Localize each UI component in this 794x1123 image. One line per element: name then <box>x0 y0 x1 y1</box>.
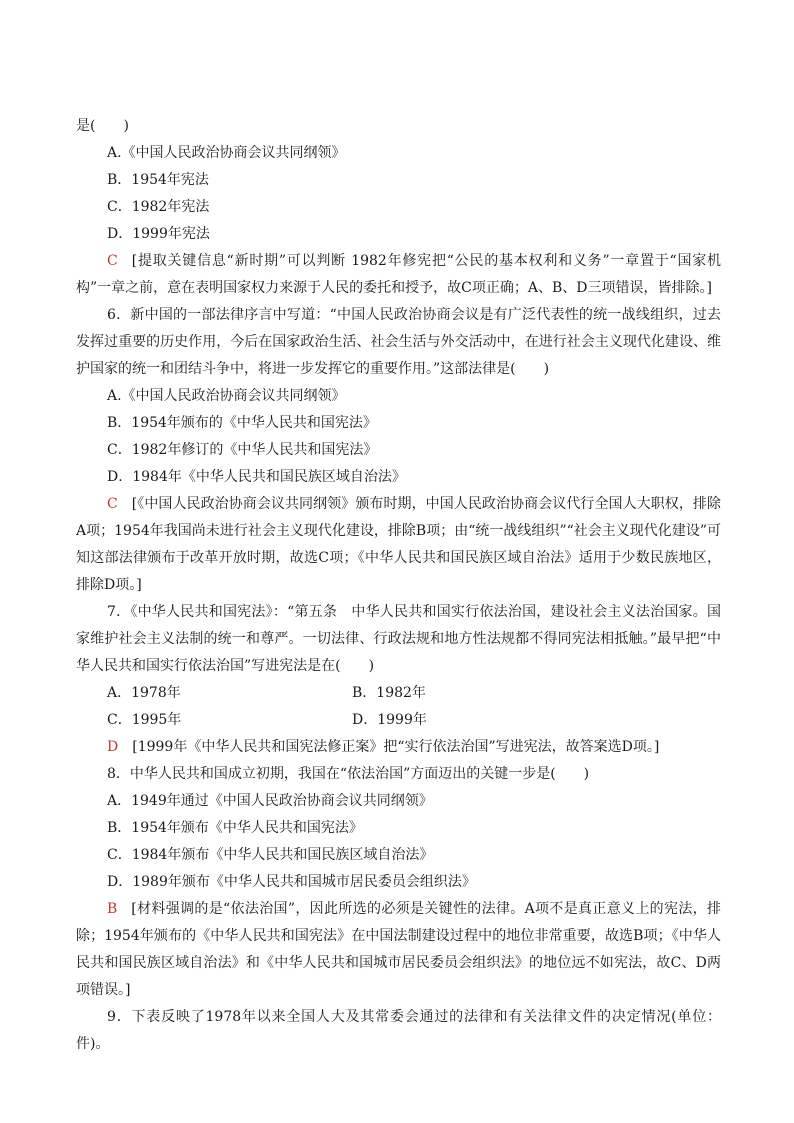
q7-stem: 7．《中华人民共和国宪法》：“第五条 中华人民共和国实行依法治国，建设社会主义法治国家。国家维护社会主义法制的统一和尊严。一切法律、行政法规和地方性法规都不得同宪法相抵触。”最早把“中华人民共和国实行依法治国”写进宪法是在( ) <box>76 604 721 674</box>
q8-option-c: C．1984年颁布《中华人民共和国民族区域自治法》 <box>107 847 434 863</box>
q5-stem-tail: 是( ) <box>76 118 129 134</box>
q8-explanation-text: [材料强调的是“依法治国”，因此所选的必须是关键性的法律。A项不是真正意义上的宪法，排除；1954年颁布的《中华人民共和国宪法》在中国法制建设过程中的地位非常重要，故选B项；《中华人民共和国民族区域自治法》和《中华人民共和国城市居民委员会组织法》的地位远不如宪法，故C、D两项错误。] <box>76 901 721 998</box>
q6-option-c: C．1982年修订的《中华人民共和国宪法》 <box>107 442 378 458</box>
q5-option-a: A.《中国人民政治协商会议共同纲领》 <box>107 145 346 161</box>
q7-option-a: A．1978年 <box>107 685 181 701</box>
q6-explanation-text: [《中国人民政治协商会议共同纲领》颁布时期，中国人民政治协商会议代行全国人大职权，排除A项；1954年我国尚未进行社会主义现代化建设，排除B项；由“统一战线组织”“社会主义现代化建设”可知这部法律颁布于改革开放时期，故选C项；《中华人民共和国民族区域自治法》适用于少数民族地区，排除D项。] <box>76 496 721 593</box>
q7-explanation <box>76 734 721 761</box>
q7-option-c: C．1995年 <box>107 712 182 728</box>
q5-explanation-text: [提取关键信息“新时期”可以判断 1982年修宪把“公民的基本权利和义务”一章置于“国家机构”一章之前，意在表明国家权力来源于人民的委托和授予，故C项正确；A、B、D三项错误，皆排除。] <box>76 253 721 296</box>
q5-option-d: D．1999年宪法 <box>107 226 210 242</box>
q8-option-a: A．1949年通过《中国人民政治协商会议共同纲领》 <box>107 793 433 809</box>
q6-option-a: A.《中国人民政治协商会议共同纲领》 <box>107 388 346 404</box>
q8-answer: B <box>107 901 118 917</box>
q8-option-d: D．1989年颁布《中华人民共和国城市居民委员会组织法》 <box>107 874 476 890</box>
q8-option-b: B．1954年颁布《中华人民共和国宪法》 <box>107 820 363 836</box>
q6-answer: C <box>107 496 118 512</box>
q7-option-b: B．1982年 <box>352 685 426 701</box>
q7-explanation-text: [1999年《中华人民共和国宪法修正案》把“实行依法治国”写进宪法，故答案选D项。] <box>132 739 660 755</box>
q8-stem: 8．中华人民共和国成立初期，我国在“依法治国”方面迈出的关键一步是( ) <box>107 766 590 782</box>
q5-answer: C <box>107 253 118 269</box>
q5-option-b: B．1954年宪法 <box>107 172 209 188</box>
q5-option-c: C．1982年宪法 <box>107 199 210 215</box>
q6-option-b: B．1954年颁布的《中华人民共和国宪法》 <box>107 415 377 431</box>
q7-option-d: D．1999年 <box>352 712 427 728</box>
q6-option-d: D．1984年《中华人民共和国民族区域自治法》 <box>107 469 406 485</box>
q9-stem: 9．下表反映了1978年以来全国人大及其常委会通过的法律和有关法律文件的决定情况(单位：件)。 <box>76 1009 721 1052</box>
q8-explanation <box>76 896 721 1004</box>
q6-explanation <box>76 491 721 599</box>
q6-stem: 6．新中国的一部法律序言中写道：“中国人民政治协商会议是有广泛代表性的统一战线组织，过去发挥过重要的历史作用，今后在国家政治生活、社会生活与外交活动中，在进行社会主义现代化建设、维护国家的统一和团结斗争中，将进一步发挥它的重要作用。”这部法律是( ) <box>76 307 721 377</box>
q5-explanation <box>76 248 721 302</box>
q7-answer: D <box>107 739 119 755</box>
